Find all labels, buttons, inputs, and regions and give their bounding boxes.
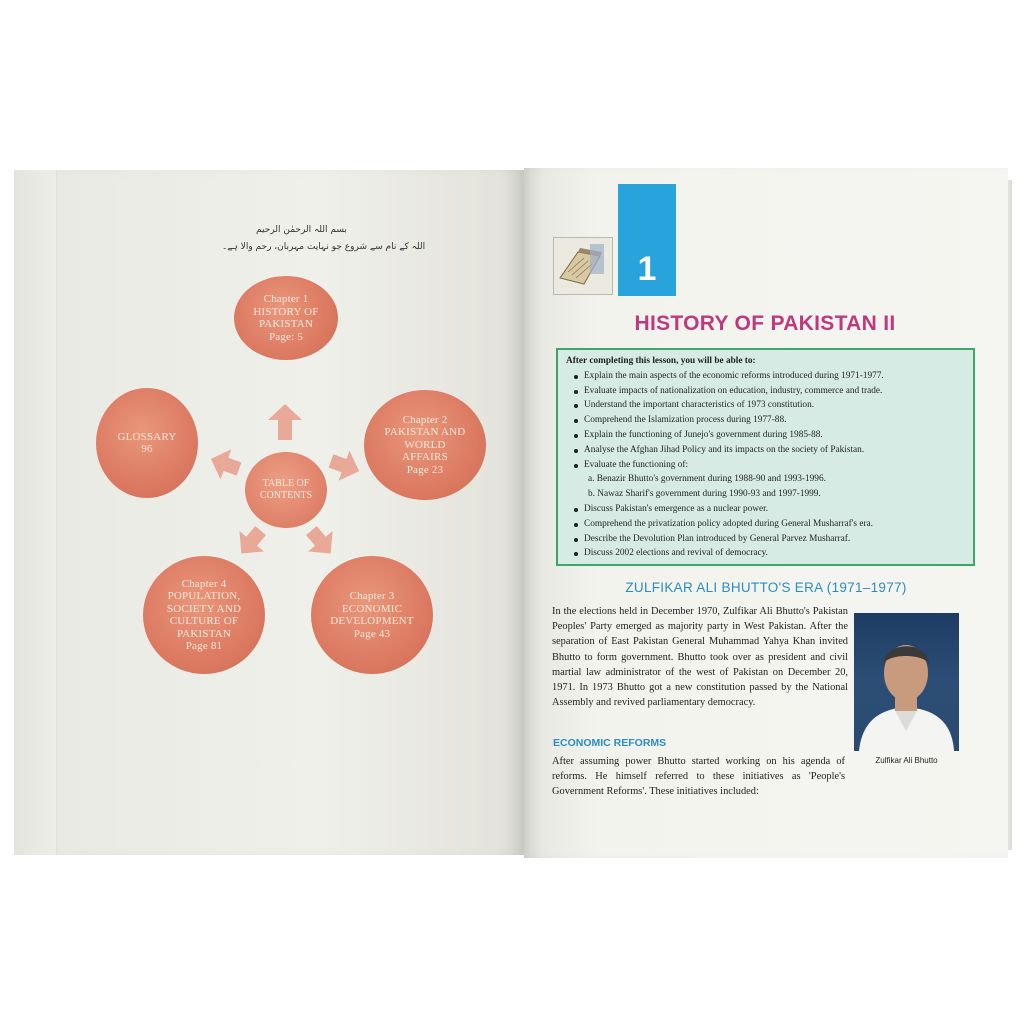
circle-line: Chapter 2	[402, 413, 448, 426]
objective-item: Evaluate the functioning of:	[574, 458, 965, 473]
circle-line: Page 81	[185, 640, 223, 652]
circle-line: Page: 5	[268, 330, 304, 343]
chapter-title: HISTORY OF PAKISTAN II	[634, 312, 896, 335]
chapter-3-circle	[311, 556, 433, 674]
chapter-1-circle	[234, 276, 338, 360]
circle-line: Page 23	[406, 463, 444, 476]
circle-line: 96	[141, 443, 153, 455]
left-page-edge	[14, 170, 57, 855]
circle-line: ECONOMIC	[341, 602, 403, 615]
circle-line: Chapter 1	[263, 293, 309, 305]
circle-line: Chapter 4	[181, 577, 227, 590]
circle-line: CULTURE OF	[169, 615, 239, 627]
chapter-number: 1	[637, 250, 657, 288]
urdu-translation: اللہ کے نام سے شروع جو نہایت مہربان، رحم والا ہے۔	[222, 242, 426, 252]
glossary-circle	[96, 388, 198, 498]
table-of-contents-circle	[245, 452, 327, 528]
objective-item: Describe the Devolution Plan introduced by General Parvez Musharraf.	[574, 532, 965, 547]
objective-sub-item: a. Benazir Bhutto's government during 1988-90 and 1993-1996.	[588, 474, 826, 485]
objective-item: Comprehend the Islamization process during 1977-88.	[574, 413, 965, 428]
up-arrow-icon	[268, 404, 302, 440]
circle-line: Page 43	[353, 627, 391, 640]
objectives-list	[566, 369, 965, 561]
open-book-icon	[553, 237, 613, 295]
objectives-intro: After completing this lesson, you will be able to:	[566, 356, 756, 366]
portrait-photo	[854, 613, 959, 751]
objective-item: Evaluate impacts of nationalization on education, industry, commerce and trade.	[574, 384, 965, 399]
circle-line: PAKISTAN AND	[384, 426, 466, 439]
section-heading: ZULFIKAR ALI BHUTTO'S ERA (1971–1977)	[625, 580, 907, 595]
circle-line: PAKISTAN	[176, 627, 232, 640]
circle-line: POPULATION,	[167, 590, 241, 602]
objective-sub-item: b. Nawaz Sharif's government during 1990-93 and 1997-1999.	[588, 489, 821, 500]
reforms-paragraph: After assuming power Bhutto started working on his agenda of reforms. He himself referred to these initiatives as 'People's Government Reforms'. These initiatives included:	[552, 756, 845, 798]
circle-line: Chapter 3	[349, 590, 395, 602]
photo-caption: Zulfikar Ali Bhutto	[875, 756, 938, 765]
chapter-2-circle	[364, 390, 486, 500]
objective-item: Analyse the Afghan Jihad Policy and its impacts on the society of Pakistan.	[574, 443, 965, 458]
circle-line: SOCIETY AND	[166, 602, 242, 615]
chapter-4-circle	[143, 556, 265, 674]
circle-line: PAKISTAN	[258, 318, 314, 330]
portrait-figure	[854, 613, 959, 751]
economic-reforms-heading: ECONOMIC REFORMS	[553, 737, 667, 749]
objective-item: Discuss Pakistan's emergence as a nuclear power.	[574, 502, 965, 517]
toc-line-1: TABLE OF	[262, 478, 310, 489]
objective-item: Understand the important characteristics of 1973 constitution.	[574, 398, 965, 413]
objective-item: Discuss 2002 elections and revival of democracy.	[574, 546, 965, 561]
circle-line: WORLD	[404, 438, 446, 451]
urdu-bismillah: بسم اللہ الرحمٰن الرحیم	[256, 225, 347, 235]
objective-item: Explain the main aspects of the economic reforms introduced during 1971-1977.	[574, 369, 965, 384]
circle-line: AFFAIRS	[402, 451, 448, 464]
circle-line: GLOSSARY	[117, 430, 177, 443]
learning-objectives-box	[556, 348, 975, 566]
toc-line-2: CONTENTS	[259, 490, 313, 501]
circle-line: DEVELOPMENT	[330, 615, 414, 627]
intro-paragraph: In the elections held in December 1970, Zulfikar Ali Bhutto's Pakistan Peoples' Party emerged as majority party in West Pakistan. After the separation of East Pakistan General Muhammad Yahya Khan invited Bhutto to form government. Bhutto took over as president and civil martial law administrator of the west of Pakistan on December 20, 1971. In 1973 Bhutto got a new constitution passed by the National Assembly and revived parliamentary democracy.	[552, 606, 848, 709]
circle-line: HISTORY OF	[253, 305, 319, 318]
objective-item: Comprehend the privatization policy adopted during General Musharraf's era.	[574, 517, 965, 532]
objective-item: Explain the functioning of Junejo's government during 1985-88.	[574, 428, 965, 443]
